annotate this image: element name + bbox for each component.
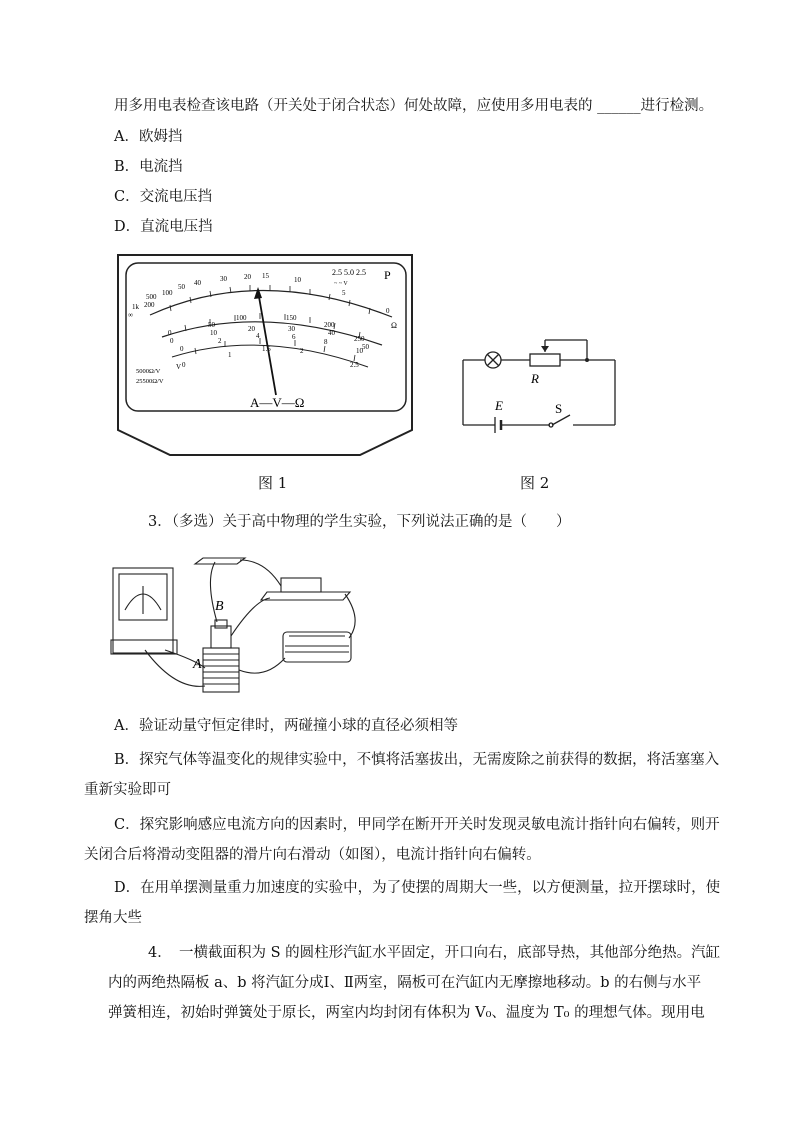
- dcv-tick-label: 100: [236, 314, 247, 322]
- question-stem: 3．（多选）关于高中物理的学生实验，下列说法正确的是（ ）: [148, 514, 571, 530]
- switch-label: S: [555, 401, 563, 416]
- ac25-tick-label: 0: [182, 361, 186, 369]
- dcv2-tick-label: 10: [210, 329, 217, 337]
- option-a: A．欧姆挡: [114, 129, 183, 145]
- ohm-tick-label: 1k: [132, 303, 139, 311]
- question-stem: 用多用电表检查该电路（开关处于闭合状态）何处故障，应使用多用电表的 ______进行检测。: [114, 98, 714, 114]
- dcv2-tick-label: 30: [288, 325, 295, 333]
- ohm-tick-label: 500: [146, 293, 157, 301]
- dcv-tick-label: 0: [168, 329, 172, 337]
- coil-b-label: B: [215, 599, 224, 614]
- ohm-tick-label: 40: [194, 279, 201, 287]
- multimeter-dial-figure: [110, 245, 420, 460]
- option-d-cont: 摆角大些: [84, 910, 142, 926]
- ac25-tick-label: 1: [228, 351, 232, 359]
- dcv-tick-label: 150: [286, 314, 297, 322]
- ac25-tick-label: 2: [300, 347, 304, 355]
- ohm-tick-label: 10: [294, 276, 301, 284]
- resistor-label: R: [531, 371, 539, 386]
- ohm-tick-label: 0: [386, 307, 390, 315]
- emf-label: E: [495, 398, 503, 413]
- option-c: C．交流电压挡: [114, 189, 213, 205]
- ac25-tick-label: 1.5: [262, 345, 271, 353]
- ohm-symbol: Ω: [391, 321, 397, 330]
- meter-label: A—V—Ω: [250, 395, 305, 410]
- corner-unit-label: ~ ~ V: [334, 281, 348, 287]
- acv-tick-label: 8: [324, 338, 328, 346]
- dcv-tick-label: 50: [208, 321, 215, 329]
- acv-tick-label: 10: [356, 347, 363, 355]
- ohm-tick-label: 30: [220, 275, 227, 283]
- acv-tick-label: 0: [180, 345, 184, 353]
- corner-range-label: 2.5 5.0 2.5: [332, 268, 366, 277]
- dcv2-tick-label: 0: [170, 337, 174, 345]
- figure-1-caption: 图 1: [258, 474, 288, 492]
- option-c: C．探究影响感应电流方向的因素时，甲同学在断开开关时发现灵敏电流计指针向右偏转，则开: [114, 817, 720, 833]
- needle: [258, 291, 276, 395]
- option-b: B．电流挡: [114, 159, 183, 175]
- ohm-tick-label: 15: [262, 272, 269, 280]
- ohm-tick-label: 200: [144, 301, 155, 309]
- option-d: D．直流电压挡: [114, 219, 213, 235]
- ohm-tick-label: 5: [342, 289, 346, 297]
- acv-tick-label: 6: [292, 333, 296, 341]
- figure-2-caption: 图 2: [520, 474, 550, 492]
- circuit-figure: [455, 325, 630, 440]
- question-text: 弹簧相连，初始时弹簧处于原长，两室内均封闭有体积为 V₀、温度为 T₀ 的理想气体。现用电: [108, 1005, 705, 1021]
- ohm-tick-label: 20: [244, 273, 251, 281]
- corner-p-label: P: [384, 268, 391, 282]
- acv-tick-label: 4: [256, 332, 260, 340]
- option-c-cont: 关闭合后将滑动变阻器的滑片向右滑动（如图），电流计指针向右偏转。: [84, 847, 541, 863]
- option-b-cont: 重新实验即可: [84, 782, 171, 798]
- coil-a-label: A: [193, 657, 202, 672]
- dcv2-tick-label: 40: [328, 329, 335, 337]
- option-b: B．探究气体等温变化的规律实验中，不慎将活塞拔出，无需废除之前获得的数据，将活塞塞入: [114, 752, 720, 768]
- ohm-tick-label: 100: [162, 289, 173, 297]
- sensitivity-label: 25500Ω/V: [136, 378, 164, 385]
- question-text: 内的两绝热隔板 a、b 将汽缸分成Ⅰ、Ⅱ两室，隔板可在汽缸内无摩擦地移动。b 的右侧与水平: [108, 975, 702, 991]
- v-label: V: [176, 363, 182, 371]
- dcv-tick-label: 250: [354, 335, 365, 343]
- induction-apparatus-figure: [105, 540, 365, 700]
- ac25-tick-label: 2.5: [350, 361, 359, 369]
- option-a: A．验证动量守恒定律时，两碰撞小球的直径必须相等: [114, 718, 458, 734]
- ohm-tick-label: ∞: [128, 311, 133, 319]
- dcv2-tick-label: 50: [362, 343, 369, 351]
- sensitivity-label: 5000Ω/V: [136, 368, 161, 375]
- dcv-tick-label: 200: [324, 321, 335, 329]
- acv-tick-label: 2: [218, 337, 222, 345]
- question-stem: 4． 一横截面积为 S 的圆柱形汽缸水平固定，开口向右，底部导热，其他部分绝热。汽缸: [148, 945, 721, 961]
- option-d: D．在用单摆测量重力加速度的实验中，为了使摆的周期大一些，以方便测量，拉开摆球时，使: [114, 880, 721, 896]
- ohm-tick-label: 50: [178, 283, 185, 291]
- dcv2-tick-label: 20: [248, 325, 255, 333]
